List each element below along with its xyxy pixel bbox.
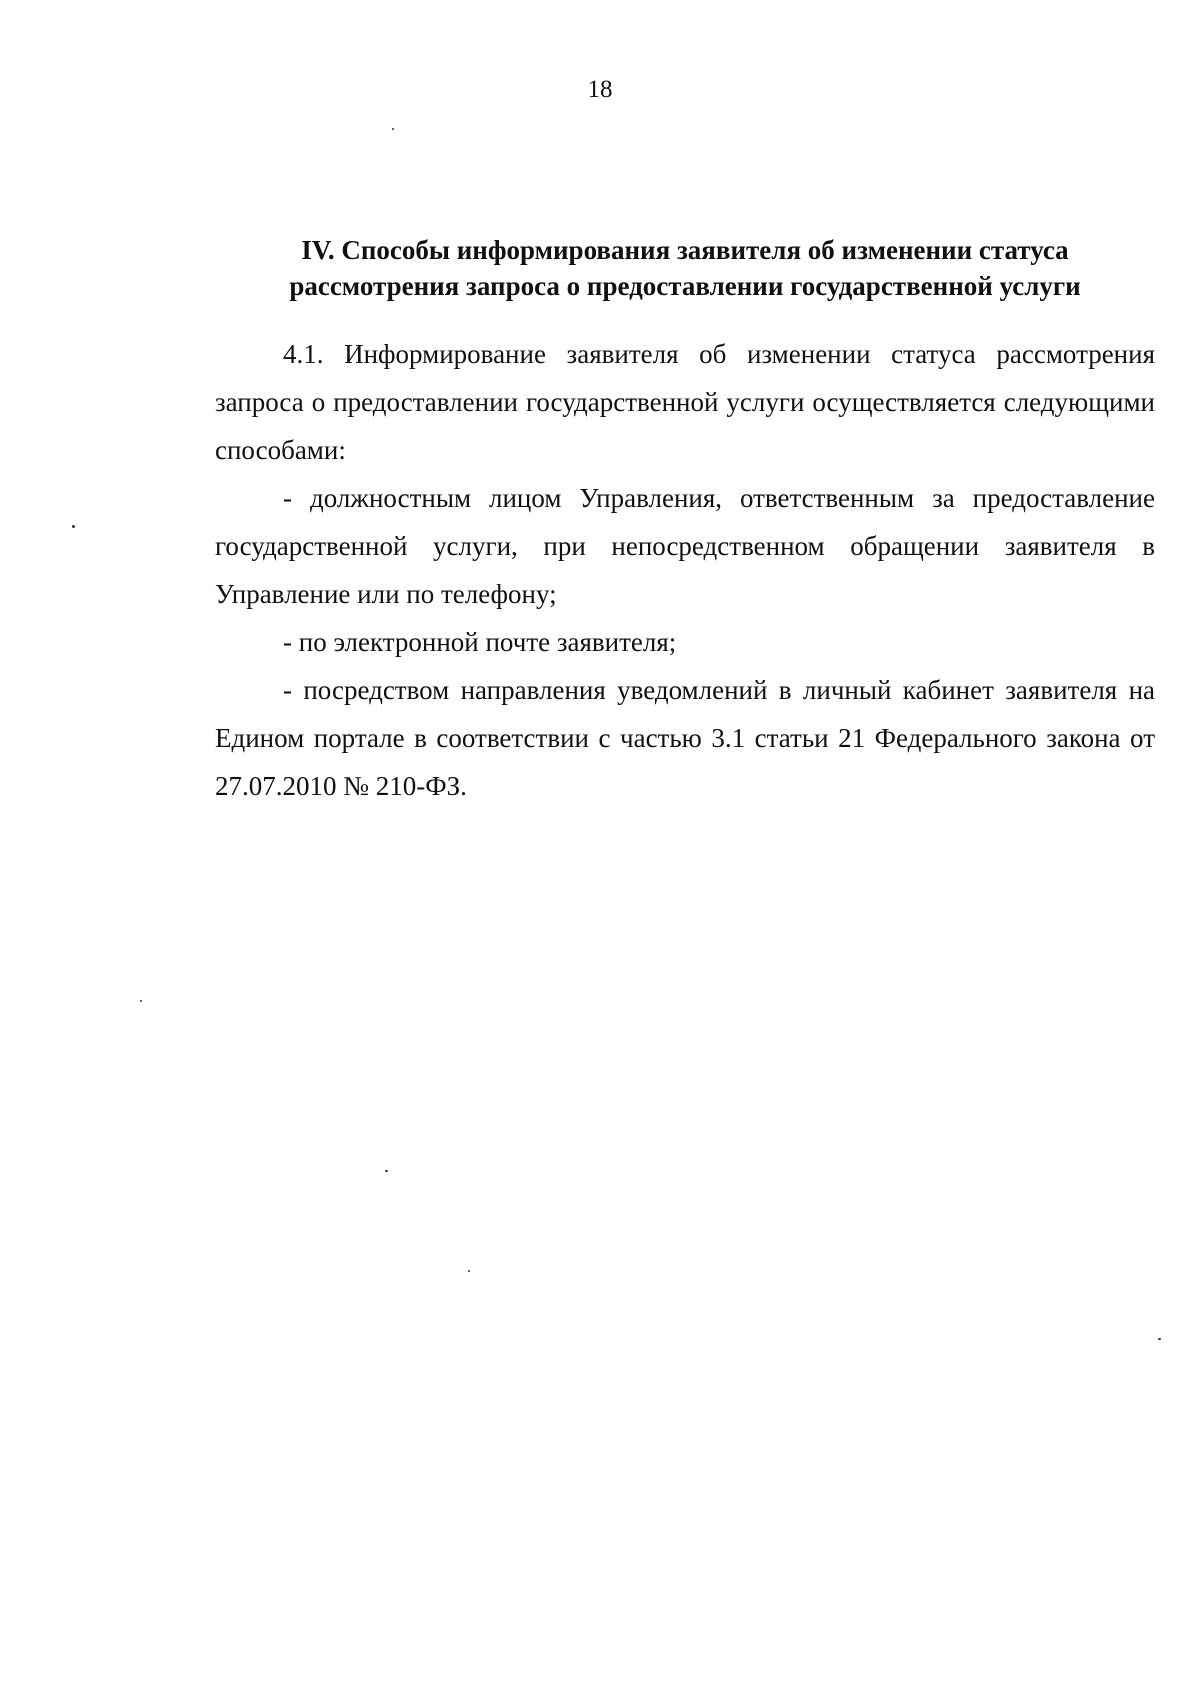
scan-speck xyxy=(392,128,394,130)
section-title-line-1: IV. Способы информирования заявителя об изменении статуса xyxy=(301,235,1069,265)
scan-speck xyxy=(1158,1338,1161,1340)
scan-speck xyxy=(140,1000,142,1002)
page-number: 18 xyxy=(587,76,613,103)
scan-speck xyxy=(385,1170,388,1172)
scan-speck xyxy=(72,525,75,528)
list-item-email: - по электронной почте заявителя; xyxy=(283,627,677,657)
section-title-line-2: рассмотрения запроса о предоставлении государственной услуги xyxy=(289,271,1081,301)
list-item-portal: - посредством направления уведомлений в личный кабинет заявителя на Едином портале в соответствии с частью 3.1 статьи 21 Федерального закона от 27.07.2010 № 210-ФЗ. xyxy=(215,675,1155,801)
document-body xyxy=(215,330,1155,810)
list-item-official: - должностным лицом Управления, ответственным за предоставление государственной услуги, при непосредственном обращении заявителя в Управление или по телефону; xyxy=(215,483,1155,609)
section-title xyxy=(215,232,1155,304)
paragraph-4-1: 4.1. Информирование заявителя об изменении статуса рассмотрения запроса о предоставлении государственной услуги осуществляется следующими способами: xyxy=(215,339,1155,465)
scan-speck xyxy=(468,1270,470,1272)
